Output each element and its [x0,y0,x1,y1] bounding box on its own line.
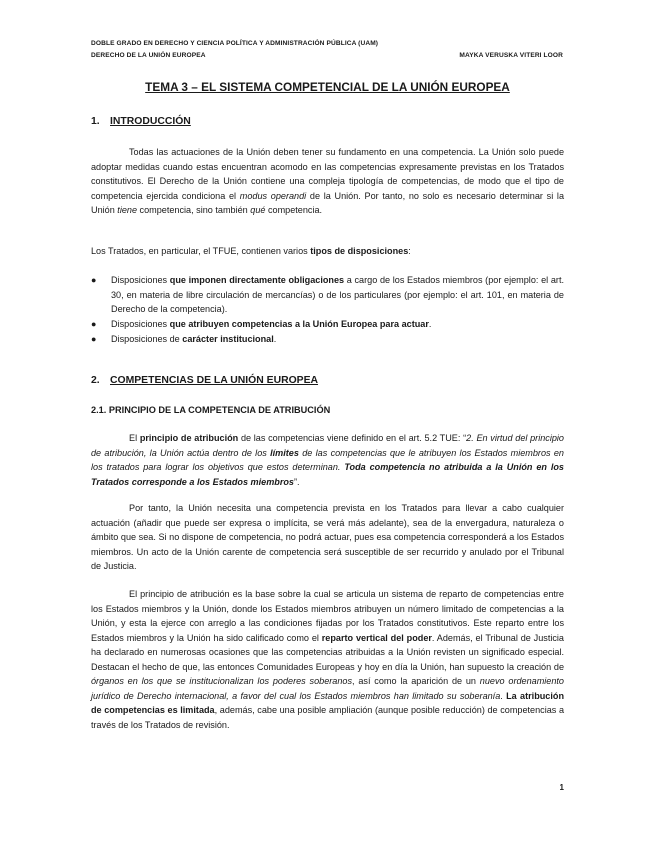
text-run: Disposiciones de [111,334,183,344]
section-label: INTRODUCCIÓN [110,116,191,127]
text-run-bold: La atribución de competencias es limitada [91,690,565,715]
bullet-icon: ● [91,334,97,344]
text-run: . Además, el Tribunal de Justicia ha declarado en numerosas ocasiones que las competencias atribuidas a la Unión revisten un significado especial. Destacan el hecho de que, las entonces Comunidades Europeas y hoy en día la Unión, han supuesto la creación de [91,632,564,672]
list-item [91,317,564,332]
text-run-bold: tipos de disposiciones [310,246,409,256]
section-label: COMPETENCIAS DE LA UNIÓN EUROPEA [110,375,319,386]
text-run: Los Tratados, en particular, el TFUE, contienen varios [91,246,311,256]
text-run: . [273,334,277,344]
text-run: competencia, sino también [137,205,251,215]
intro-paragraph [91,145,564,218]
text-run: ”. [294,476,300,487]
text-run: , así como la aparición de un [352,676,480,686]
text-run-italic: 2. En virtud del principio de atribución, la Unión actúa dentro de los [91,433,564,458]
list-item-text [111,273,564,317]
text-run: Todas las actuaciones de la Unión deben tener su fundamento en una competencia. La Unión solo puede adoptar medidas cuando estas encuentran acomodo en las competencias expresamente previstas en los Tratados constitutivos. El Derecho de la Unión contiene una compleja tipología de competencias, de modo que el tipo de competencia ejercida condiciona el [91,147,564,201]
text-run-italic: modus operandi [239,190,307,201]
header-degree: DOBLE GRADO EN DERECHO Y CIENCIA POLÍTICA Y ADMINISTRACIÓN PÚBLICA (UAM) [91,40,379,47]
header-course: DERECHO DE LA UNIÓN EUROPEA [91,52,206,59]
text-run: . [428,319,432,329]
text-run: . [500,690,507,701]
text-run-bold: carácter institucional [182,334,274,344]
text-run-bold: que atribuyen competencias a la Unión Europea para actuar [169,319,429,329]
treaties-paragraph [91,244,564,259]
section-number: 2. [91,375,100,386]
text-run: a cargo de los Estados miembros (por ejemplo: el art. 30, en materia de libre circulación de mercancías) o de los particulares (por ejemplo: el art. 101, en materia de Derecho de la competencia). [111,275,564,314]
page-number: 1 [559,783,564,792]
list-item-text [111,332,564,347]
section-number: 1. [91,116,100,127]
section-1-heading [91,116,191,127]
competence-paragraph: Por tanto, la Unión necesita una competencia prevista en los Tratados para llevar a cabo cualquier actuación (añadir que puede ser expresa o implícita, se verá más adelante), sea de la envergadura, naturaleza o ámbito que sea. Si no dispone de competencia, no podrá actuar, pues esa competencia corresponderá a los Estados miembros. Un acto de la Unión carente de competencia será susceptible de ser recurrido y anulado por el Tribunal de Justicia. [91,503,564,571]
text-run-bold: principio de atribución [139,433,239,443]
text-run-bold: reparto vertical del poder [321,632,432,643]
bullet-icon: ● [91,275,97,285]
text-run: de la Unión. Por tanto, no solo es necesario determinar si la Unión [91,190,564,215]
text-run-bold-italic: Toda competencia no atribuida a la Unión en los Tratados corresponde a los Estados miembros [91,462,564,487]
text-run: Disposiciones [111,319,170,329]
text-run: , además, cabe una posible ampliación (aunque posible reducción) de competencias a través de los Tratados de revisión. [91,705,564,730]
page-title: TEMA 3 – EL SISTEMA COMPETENCIAL DE LA UNIÓN EUROPEA [145,80,510,94]
list-item [91,273,564,317]
text-run-italic: nuevo ordenamiento jurídico de Derecho internacional, a favor del cual los Estados miembros han limitado su soberanía [91,676,564,701]
text-run: El [129,433,140,443]
attribution-paragraph [91,431,564,489]
section-2-heading [91,375,318,386]
text-run: de las competencias viene definido en el art. 5.2 TUE: “ [238,433,467,443]
text-run: competencia. [265,205,323,215]
list-item-text [111,317,564,332]
text-run-bold-italic: límites [270,447,299,458]
text-run-italic: tiene [117,205,138,215]
subsection-heading: 2.1. PRINCIPIO DE LA COMPETENCIA DE ATRIBUCIÓN [91,405,331,415]
text-run-italic: de las competencias que le atribuyen los Estados miembros en los tratados para lograr los objetivos que estos determinan. [91,447,564,472]
distribution-paragraph [91,587,564,732]
text-run: Disposiciones [111,275,170,285]
text-run-italic: órganos en los que se institucionalizan los poderes soberanos [91,676,353,686]
text-run: : [408,246,411,256]
header-author: MAYKA VERUSKA VITERI LOOR [459,52,563,59]
text-run: El principio de atribución es la base sobre la cual se articula un sistema de reparto de competencias entre los Estados miembros y la Unión, donde los Estados miembros atribuyen un número limitado de competencias a la Unión, y esta la ejerce con arreglo a las condiciones fijadas por los Tratados constitutivos. Este reparto entre los Estados miembros y la Unión ha sido calificado como el [91,589,564,643]
text-run-italic: qué [250,205,266,215]
list-item [91,332,564,347]
bullet-icon: ● [91,319,97,329]
text-run-bold: que imponen directamente obligaciones [169,275,345,285]
